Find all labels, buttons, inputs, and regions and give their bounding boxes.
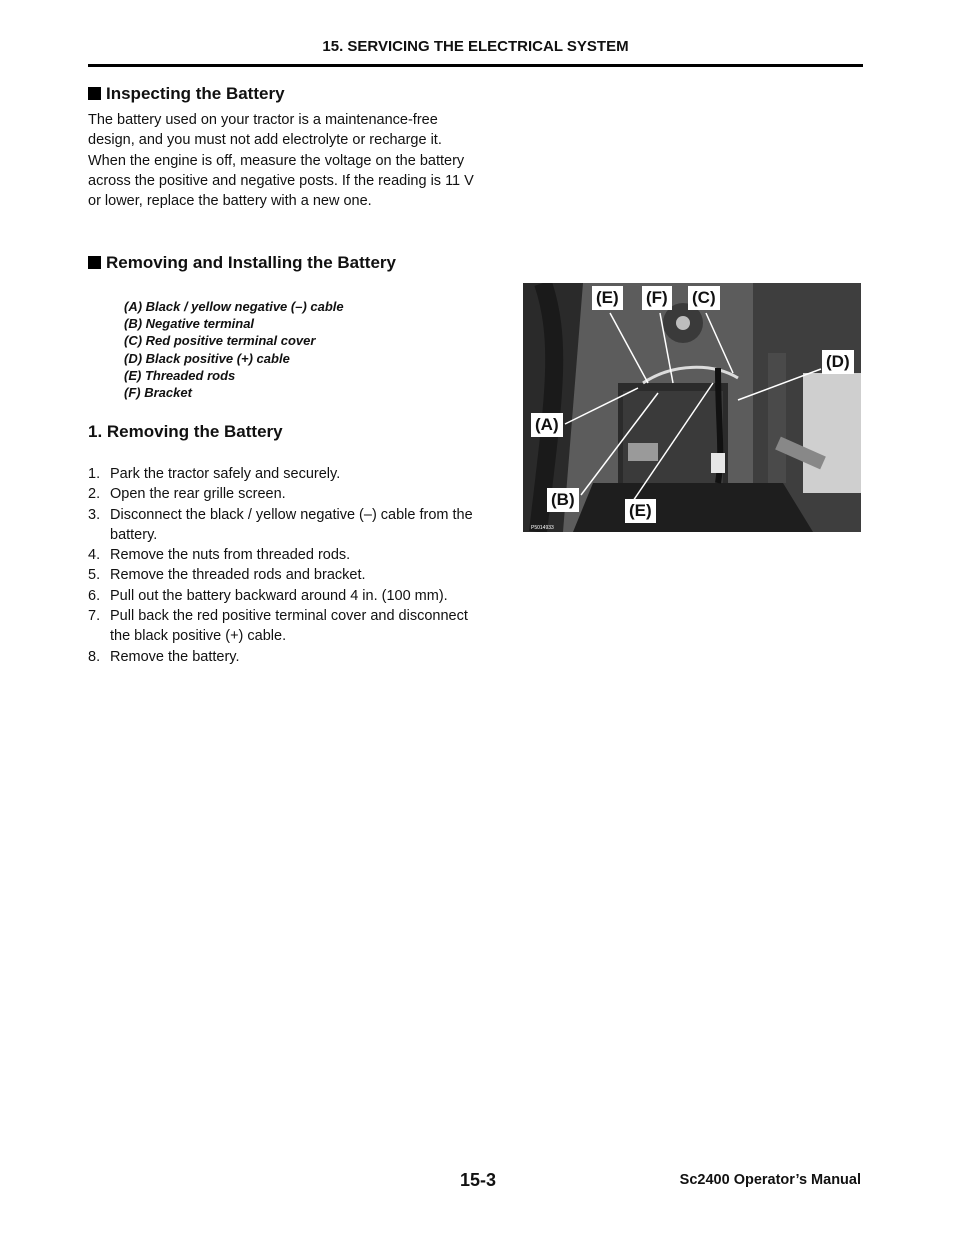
subsection-title: 1. Removing the Battery (88, 422, 283, 441)
square-bullet-icon (88, 256, 101, 269)
removing-installing-title-text: Removing and Installing the Battery (106, 253, 396, 272)
legend-item: (C) Red positive terminal cover (124, 333, 316, 349)
battery-photo (523, 283, 861, 532)
figure-legend (124, 298, 344, 401)
square-bullet-icon (88, 87, 101, 100)
list-item: 4. Remove the nuts from threaded rods. (88, 547, 351, 564)
list-item: 2. Open the rear grille screen. (88, 486, 286, 503)
legend-item: (A) Black / yellow negative (–) cable (124, 299, 344, 314)
callout-e-top: (E) (592, 286, 623, 310)
inspecting-paragraph: The battery used on your tractor is a maintenance-free design, and you must not add electrolyte or recharge it. When the engine is off, measure the voltage on the battery across the positive and negative posts. If the reading is 11 V or lower, replace the battery with a new one. (88, 112, 474, 210)
manual-name: Sc2400 Operator’s Manual (679, 1172, 861, 1188)
page-header: 15. SERVICING THE ELECTRICAL SYSTEM (88, 38, 863, 67)
list-item: 5. Remove the threaded rods and bracket. (88, 567, 366, 584)
callout-b: (B) (547, 488, 579, 512)
section-title-inspecting (88, 84, 285, 104)
callout-d: (D) (822, 350, 854, 374)
callout-f: (F) (642, 286, 672, 310)
section-title-removing-installing (88, 253, 396, 273)
legend-item: (F) Bracket (124, 385, 192, 401)
legend-item: (D) Black positive (+) cable (124, 350, 290, 366)
page-number: 15-3 (460, 1170, 497, 1190)
list-item: 3. Disconnect the black / yellow negative (–) cable from the battery. (88, 506, 473, 543)
list-item: 8. Remove the battery. (88, 648, 240, 665)
photo-code: P5014933 (531, 525, 554, 531)
steps-list (88, 464, 488, 667)
inspecting-title-text: Inspecting the Battery (106, 84, 285, 103)
legend-item: (B) Negative terminal (124, 316, 255, 332)
list-item: 7. Pull back the red positive terminal cover and disconnect the black positive (+) cable. (88, 608, 468, 645)
callout-c: (C) (688, 286, 720, 310)
list-item: 1. Park the tractor safely and securely. (88, 466, 341, 482)
callout-e-bottom: (E) (625, 499, 656, 523)
callout-a: (A) (531, 413, 563, 437)
legend-item: (E) Threaded rods (124, 367, 236, 383)
list-item: 6. Pull out the battery backward around 4 in. (100 mm). (88, 587, 448, 604)
